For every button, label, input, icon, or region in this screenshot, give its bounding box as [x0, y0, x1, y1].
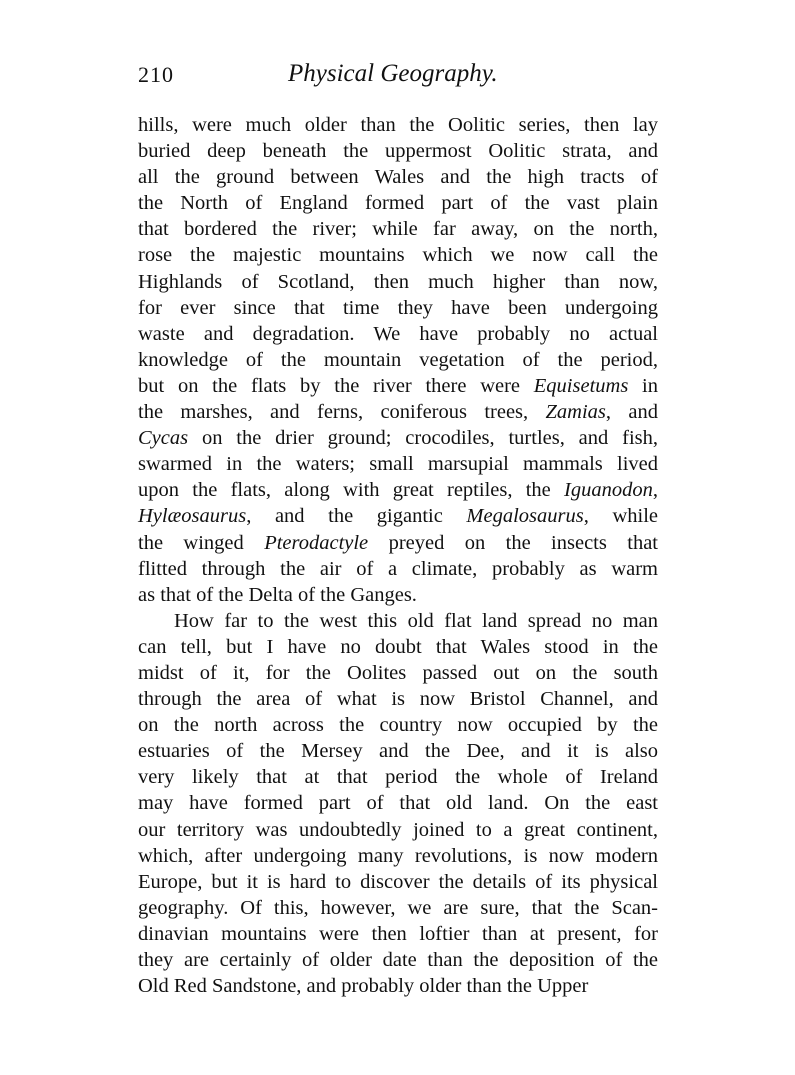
text-line — [138, 295, 658, 321]
running-title: Physical Geography. — [288, 60, 498, 87]
text-run: that bordered the river; while far away, on the north, — [138, 218, 658, 241]
text-run: , while — [583, 505, 659, 528]
page-header — [138, 62, 658, 96]
text-run: rose the majestic mountains which we now call the — [138, 244, 658, 267]
text-run: through the area of what is now Bristol Channel, and — [138, 688, 658, 711]
italic-term: Zamias — [545, 401, 606, 424]
text-line — [138, 164, 658, 190]
text-line — [138, 399, 658, 425]
text-line — [138, 973, 658, 999]
text-line — [138, 451, 658, 477]
text-line — [138, 503, 658, 529]
text-run: waste and degradation. We have probably no actual — [138, 322, 658, 345]
text-run: the North of England formed part of the vast plain — [138, 192, 658, 215]
text-line — [138, 373, 658, 399]
text-line — [138, 269, 658, 295]
text-run: on the north across the country now occupied by the — [138, 714, 658, 737]
text-run: in — [628, 374, 659, 397]
text-run: as that of the Delta of the Ganges. — [138, 583, 417, 606]
text-run: buried deep beneath the uppermost Oolitic strata, and — [138, 140, 658, 163]
text-run: swarmed in the waters; small marsupial mammals lived — [138, 453, 658, 476]
paragraph — [138, 608, 658, 999]
text-line — [138, 242, 658, 268]
text-run: preyed on the insects that — [368, 531, 658, 554]
text-line — [138, 947, 658, 973]
text-run: How far to the west this old flat land spread no man — [174, 609, 658, 632]
text-line — [138, 764, 658, 790]
text-run: can tell, but I have no doubt that Wales stood in the — [138, 635, 658, 658]
text-line — [138, 686, 658, 712]
text-line — [138, 869, 658, 895]
text-line — [138, 530, 658, 556]
text-line — [138, 608, 658, 634]
text-run: dinavian mountains were then loftier than at present, for — [138, 922, 658, 945]
text-line — [138, 112, 658, 138]
text-line — [138, 425, 658, 451]
text-run: , and the gigantic — [246, 505, 467, 528]
text-line — [138, 921, 658, 947]
text-line — [138, 582, 658, 608]
body-text — [138, 112, 658, 999]
text-run: hills, were much older than the Oolitic series, then lay — [138, 114, 658, 136]
text-line — [138, 817, 658, 843]
text-line — [138, 790, 658, 816]
italic-term: Pterodactyle — [264, 531, 369, 554]
page-number: 210 — [138, 62, 174, 87]
text-line — [138, 190, 658, 216]
text-run: upon the flats, along with great reptiles, the — [138, 479, 565, 502]
text-line — [138, 138, 658, 164]
text-run: , — [652, 479, 658, 502]
text-run: the marshes, and ferns, coniferous trees, — [138, 401, 546, 424]
text-run: which, after undergoing many revolutions, is now modern — [138, 844, 658, 867]
text-run: , and — [605, 401, 658, 424]
text-line — [138, 321, 658, 347]
text-run: estuaries of the Mersey and the Dee, and it is also — [138, 740, 658, 763]
text-run: our territory was undoubtedly joined to a great continent, — [138, 818, 658, 841]
text-run: Old Red Sandstone, and probably older than the Upper — [138, 975, 589, 998]
italic-term: Hylæosaurus — [138, 505, 247, 528]
text-line — [138, 556, 658, 582]
text-line — [138, 895, 658, 921]
text-line — [138, 660, 658, 686]
paragraph — [138, 112, 658, 608]
text-run: all the ground between Wales and the high tracts of — [138, 166, 658, 189]
text-run: Europe, but it is hard to discover the details of its physical — [138, 870, 658, 893]
text-run: knowledge of the mountain vegetation of the period, — [138, 348, 658, 371]
text-line — [138, 738, 658, 764]
text-run: flitted through the air of a climate, probably as warm — [138, 557, 658, 580]
text-line — [138, 477, 658, 503]
text-run: the winged — [138, 531, 265, 554]
italic-term: Iguanodon — [564, 479, 653, 502]
text-run: Highlands of Scotland, then much higher than now, — [138, 270, 658, 293]
text-line — [138, 843, 658, 869]
italic-term: Megalosaurus — [466, 505, 584, 528]
text-run: very likely that at that period the whole of Ireland — [138, 766, 658, 789]
text-line — [138, 216, 658, 242]
italic-term: Cycas — [138, 427, 189, 450]
text-run: for ever since that time they have been undergoing — [138, 296, 658, 319]
text-line — [138, 347, 658, 373]
text-run: on the drier ground; crocodiles, turtles, and fish, — [188, 427, 658, 450]
text-run: but on the flats by the river there were — [138, 374, 534, 397]
italic-term: Equisetums — [533, 374, 629, 397]
text-run: they are certainly of older date than the deposition of the — [138, 949, 658, 971]
text-run: may have formed part of that old land. On the east — [138, 792, 658, 815]
text-run: midst of it, for the Oolites passed out on the south — [138, 661, 658, 684]
text-run: geography. Of this, however, we are sure, that the Scan- — [138, 896, 658, 919]
text-line — [138, 712, 658, 738]
text-line — [138, 634, 658, 660]
